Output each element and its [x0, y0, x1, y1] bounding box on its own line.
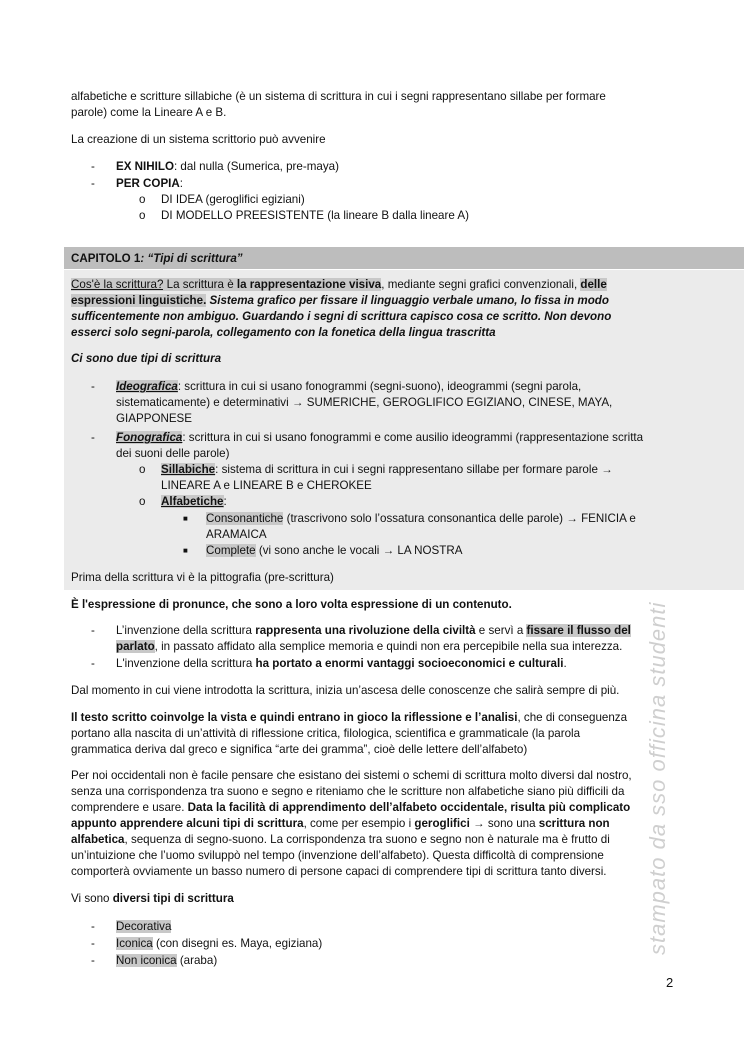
occidentali-text: comprendere e usare. — [71, 801, 188, 814]
intro-line-2: parole) come la Lineare A e B. — [71, 106, 227, 119]
sillabiche-text: LINEARE A e LINEARE B e CHEROKEE — [161, 479, 372, 492]
per-copia-label: PER COPIA — [116, 177, 180, 190]
occidentali-text: → sono una — [469, 817, 539, 830]
ideografica-item — [116, 379, 676, 427]
invenzione-text: , in passato affidato alla semplice memoria e quindi non era percepibile nella sua interezza. — [154, 640, 623, 653]
testo-text: grammatica deriva dal greco e significa “arte dei gramma”, cioè delle lettere dell’alfabeto) — [71, 743, 528, 756]
decorativa-label: Decorativa — [116, 920, 172, 933]
fonografica-text: : scrittura in cui si usano fonogrammi e come ausilio ideogrammi (rappresentazione scritta — [182, 431, 644, 444]
invenzione-bold: rappresenta una rivoluzione della civiltà — [255, 624, 476, 637]
ideografica-text: : scrittura in cui si usano fonogrammi (segni-suono), ideogrammi (segni parola, — [177, 380, 582, 393]
complete-text: (vi sono anche le vocali → LA NOSTRA — [255, 544, 463, 557]
non-iconica-text: (araba) — [176, 954, 218, 967]
circle-bullet: o — [139, 463, 146, 476]
consonantiche-item — [206, 511, 676, 543]
alfabetiche-label: Alfabetiche — [161, 495, 224, 508]
invenzione-text: e servì a — [475, 624, 527, 637]
diversi-bold: diversi tipi di scrittura — [112, 892, 234, 905]
occidentali-bold: alfabetica — [71, 833, 125, 846]
consonantiche-text: (trascrivono solo l’ossatura consonantica delle parole) → FENICIA e — [283, 512, 636, 525]
testo-text: portano alla nascita di un’attività di riflessione critica, filologica, scientifica e grammaticale (la parola — [71, 727, 581, 740]
dash-bullet: - — [91, 920, 95, 933]
occidentali-text: un’intuizione che l’uomo sviluppò nel tempo (invenzione dell’alfabeto). Questa difficoltà di comprensione — [71, 849, 604, 862]
per-copia-item — [116, 176, 676, 192]
intro-line-1: alfabetiche e scritture sillabiche (è un sistema di scrittura in cui i segni rappresentano sillabe per formare — [71, 90, 606, 103]
invenzione-text: . — [563, 657, 567, 670]
dash-bullet: - — [91, 937, 95, 950]
occidentali-paragraph — [71, 768, 675, 880]
fonografica-text: dei suoni delle parole) — [116, 447, 230, 460]
dash-bullet: - — [91, 431, 95, 444]
iconica-item — [116, 936, 676, 952]
occidentali-text: senza una corrispondenza tra suono e segno e riteniamo che le scritture non alfabetiche siano più difficili da — [71, 785, 625, 798]
chapter-title: : “Tipi di scrittura” — [140, 252, 243, 265]
circle-bullet: o — [139, 193, 146, 206]
ex-nihilo-text: : dal nulla (Sumerica, pre-maya) — [173, 160, 339, 173]
ideografica-text: sistematicamente) e determinativi → SUMERICHE, GEROGLIFICO EGIZIANO, CINESE, MAYA, — [116, 396, 613, 409]
invenzione-highlight: parlato — [116, 640, 155, 653]
dash-bullet: - — [91, 160, 95, 173]
dash-bullet: - — [91, 954, 95, 967]
invenzione-text: L'invenzione della scrittura — [116, 657, 256, 670]
chapter-label: CAPITOLO 1 — [71, 252, 141, 265]
watermark-text: stampato da sso officina studenti — [645, 601, 670, 955]
pittografia-sentence: Prima della scrittura vi è la pittografia (pre-scrittura) — [71, 571, 334, 584]
definition-italic: Sistema grafico per fissare il linguaggio verbale umano, lo fissa in modo — [206, 294, 609, 307]
dash-bullet: - — [91, 624, 95, 637]
invenzione-highlight: fissare il flusso del — [526, 624, 631, 637]
consonantiche-text: ARAMAICA — [206, 528, 267, 541]
occidentali-bold: appunto apprendere alcuni tipi di scrittura — [71, 817, 304, 830]
occidentali-text: Per noi occidentali non è facile pensare che esistano dei sistemi o schemi di scrittura molto diversi dal nostro, — [71, 769, 632, 782]
invenzione-item-1 — [116, 623, 676, 655]
dash-bullet: - — [91, 380, 95, 393]
ideografica-text: GIAPPONESE — [116, 412, 193, 425]
fonografica-label: Fonografica — [116, 431, 183, 444]
definition-paragraph — [71, 277, 675, 341]
definition-italic: sufficentemente non ambiguo. Guardando i segni di scrittura capisco cosa ce scritto. Non devono — [71, 310, 612, 323]
diversi-text: Vi sono — [71, 892, 113, 905]
ascesa-sentence: Dal momento in cui viene introdotta la scrittura, inizia un’ascesa delle conoscenze che salirà sempre di più. — [71, 684, 620, 697]
ex-nihilo-label: EX NIHILO — [116, 160, 174, 173]
ex-nihilo-item — [116, 159, 676, 175]
occidentali-text: comporterà ovviamente un basso numero di persone capaci di comprendere tipi di scrittura tanto diversi. — [71, 865, 607, 878]
invenzione-text: L’invenzione della scrittura — [116, 624, 256, 637]
definition-text: La scrittura è — [163, 278, 237, 291]
per-copia-text: : — [179, 177, 184, 190]
non-iconica-label: Non iconica — [116, 954, 177, 967]
sillabiche-item — [161, 462, 676, 494]
definition-bold: delle — [580, 278, 607, 291]
types-heading: Ci sono due tipi di scrittura — [71, 352, 222, 365]
testo-bold: Il testo scritto coinvolge la vista e quindi entrano in gioco la riflessione e l’analisi — [71, 711, 518, 724]
complete-item — [206, 543, 676, 559]
dash-bullet: - — [91, 657, 95, 670]
circle-bullet: o — [139, 495, 146, 508]
definition-italic: esserci solo segni-parola, collegamento con la fonetica della lingua trascritta — [71, 326, 496, 339]
definition-question: Cos'è la scrittura? — [71, 278, 164, 291]
di-modello-item: DI MODELLO PREESISTENTE (la lineare B dalla lineare A) — [161, 209, 469, 222]
square-bullet: ■ — [183, 514, 188, 523]
alfabetiche-item — [161, 494, 676, 510]
occidentali-bold: scrittura non — [538, 817, 610, 830]
fonografica-item — [116, 430, 676, 462]
definition-bold: la rappresentazione visiva — [236, 278, 382, 291]
diversi-tipi-sentence — [71, 891, 675, 907]
occidentali-text: , sequenza di segno-suono. La corrispondenza tra suono e segno non è naturale ma è frutto di — [124, 833, 610, 846]
espressione-sentence: È l'espressione di pronunce, che sono a loro volta espressione di un contenuto. — [71, 598, 512, 611]
occidentali-bold: geroglifici — [414, 817, 470, 830]
square-bullet: ■ — [183, 546, 188, 555]
creation-sentence: La creazione di un sistema scrittorio può avvenire — [71, 133, 326, 146]
consonantiche-label: Consonantiche — [206, 512, 284, 525]
dash-bullet: - — [91, 177, 95, 190]
chapter-heading — [71, 251, 675, 267]
intro-paragraph — [71, 89, 675, 121]
ideografica-label: Ideografica — [116, 380, 178, 393]
alfabetiche-text: : — [223, 495, 227, 508]
sillabiche-text: : sistema di scrittura in cui i segni rappresentano sillabe per formare parole → — [215, 463, 613, 476]
sillabiche-label: Sillabiche — [161, 463, 216, 476]
iconica-text: (con disegni es. Maya, egiziana) — [152, 937, 323, 950]
occidentali-text: , come per esempio i — [303, 817, 415, 830]
di-idea-item: DI IDEA (geroglifici egiziani) — [161, 193, 305, 206]
definition-text: , mediante segni grafici convenzionali, — [381, 278, 581, 291]
testo-scritto-paragraph — [71, 710, 675, 758]
non-iconica-item — [116, 953, 676, 969]
complete-label: Complete — [206, 544, 256, 557]
page-number: 2 — [666, 975, 674, 990]
occidentali-bold: Data la facilità di apprendimento dell’alfabeto occidentale, risulta più complicato — [187, 801, 631, 814]
decorativa-item — [116, 919, 676, 935]
testo-text: , che di conseguenza — [517, 711, 628, 724]
iconica-label: Iconica — [116, 937, 153, 950]
circle-bullet: o — [139, 209, 146, 222]
invenzione-item-2 — [116, 656, 676, 672]
watermark — [645, 545, 670, 955]
invenzione-bold: ha portato a enormi vantaggi socioeconomici e culturali — [255, 657, 564, 670]
definition-bold: espressioni linguistiche. — [71, 294, 207, 307]
